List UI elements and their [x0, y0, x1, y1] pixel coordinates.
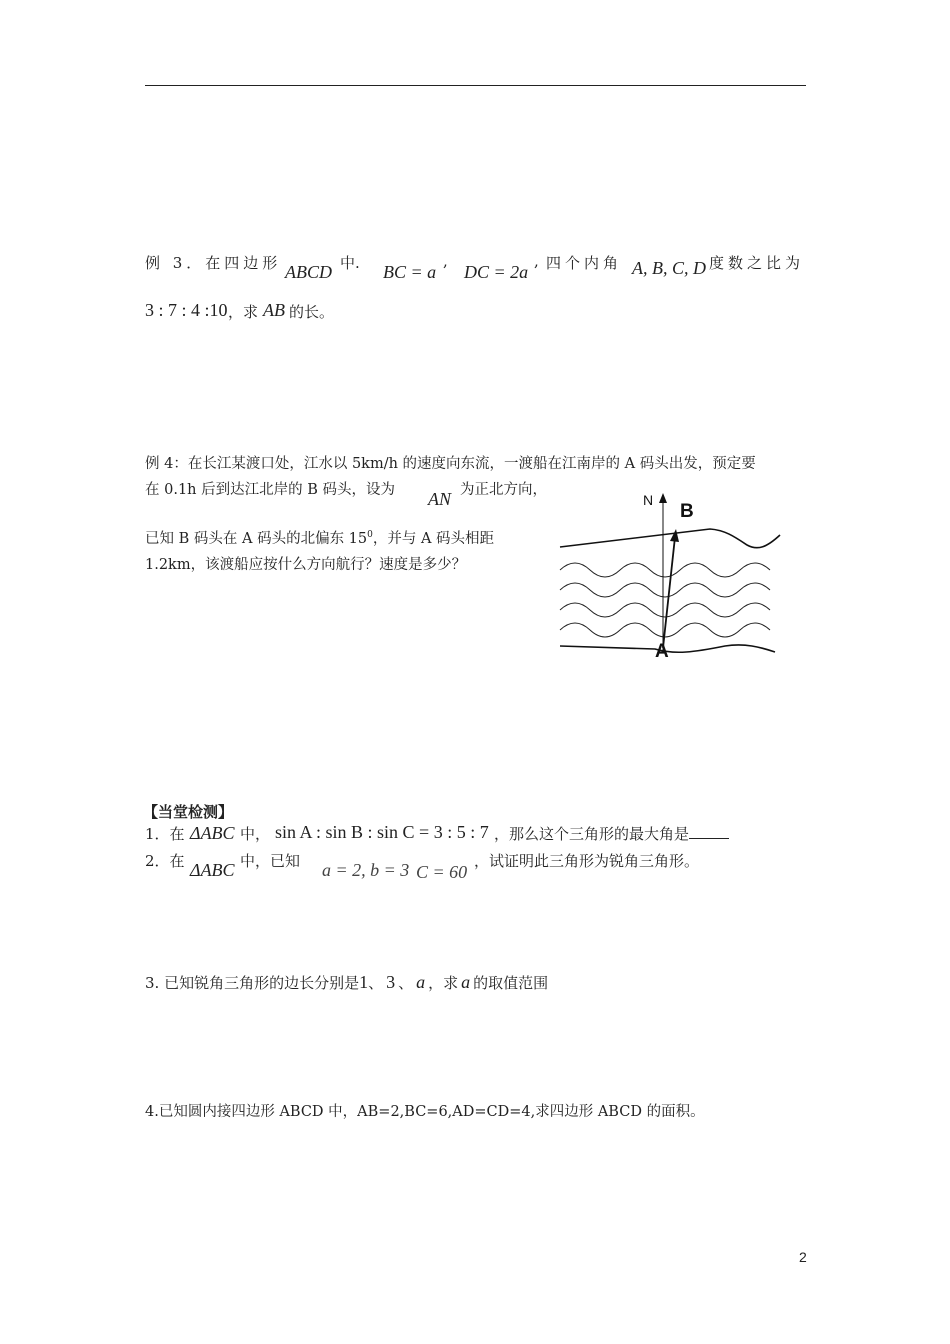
q2-given: a = 2, b = 3 — [322, 860, 410, 880]
ex4-line2b: 为正北方向， — [460, 482, 547, 498]
q1-rest-text: ，那么这个三角形的最大角是 — [494, 825, 690, 843]
ex4-line3 — [145, 527, 494, 548]
q2-num: 2．在 — [145, 852, 185, 870]
ex3-bc: BC = a — [383, 262, 437, 282]
q2-triangle: ΔABC — [190, 860, 235, 880]
ex3-angles: A, B, C, D — [632, 258, 706, 278]
q3-var: a — [461, 972, 471, 992]
ex3-comma1: , — [443, 252, 448, 270]
ex3-text4: ，求 — [228, 303, 259, 321]
degree-mark: 0 — [367, 530, 373, 541]
ex4-line1: 例 4：在长江某渡口处，江水以 5km/h 的速度向东流，一渡船在江南岸的 A 码头出发，预定要 — [145, 456, 756, 472]
q3-side1: 1 — [359, 972, 369, 992]
ex3-text2: 四个内角 — [546, 254, 623, 272]
q1-triangle: ΔABC — [190, 823, 235, 843]
north-bank — [560, 529, 780, 548]
point-b-label: B — [680, 501, 694, 522]
wave-1 — [560, 563, 770, 577]
ex3-ab: AB — [263, 300, 285, 320]
north-arrowhead — [659, 493, 667, 503]
ex3-text5: 的长。 — [289, 303, 335, 321]
q3-sep2: 、 — [398, 974, 414, 992]
ex3-zhong: 中. — [340, 254, 360, 272]
river-diagram — [555, 485, 795, 665]
wave-3 — [560, 603, 770, 617]
page-number: 2 — [799, 1249, 807, 1265]
ex3-dc: DC = 2a — [464, 262, 529, 282]
q1-rest — [494, 823, 729, 844]
ex4-line2a: 在 0.1h 后到达江北岸的 B 码头，设为 — [145, 482, 395, 498]
q2-zhong: 中，已知 — [240, 852, 301, 870]
ex3-ratio: 3 : 7 : 4 :10 — [145, 300, 228, 320]
wave-2 — [560, 583, 770, 597]
ex4-an: AN — [428, 489, 452, 509]
ex4-line3-text: 已知 B 码头在 A 码头的北偏东 15 — [145, 531, 368, 547]
q1-answer-blank — [689, 824, 729, 839]
check-heading: 【当堂检测】 — [143, 803, 234, 821]
q1-expr: sin A : sin B : sin C = 3 : 5 : 7 — [275, 822, 489, 842]
ex3-text3: 度数之比为 — [709, 254, 805, 272]
q3-text3: 的取值范围 — [473, 974, 549, 992]
q3-side2: 3 — [386, 972, 396, 992]
course-arrowhead — [670, 529, 679, 542]
q3-side3: a — [416, 972, 426, 992]
q2-rest: ，试证明此三角形为锐角三角形。 — [474, 852, 700, 870]
q2-angle: C = 60 — [416, 862, 468, 882]
q1-zhong: 中， — [240, 825, 271, 843]
q3-line — [145, 972, 548, 993]
ex3-quad: ABCD — [285, 262, 332, 282]
q3-text1: 3. 已知锐角三角形的边长分别是 — [145, 974, 360, 992]
ex3-comma2: , — [534, 252, 539, 270]
course-line — [663, 537, 675, 648]
header-rule — [145, 85, 806, 86]
q3-sep1: 、 — [368, 974, 384, 992]
ex4-line4: 1.2km，该渡船应按什么方向航行？速度是多少？ — [145, 557, 467, 573]
north-label: N — [643, 492, 654, 508]
q3-text2: ，求 — [428, 974, 459, 992]
q1-num: 1．在 — [145, 825, 185, 843]
ex4-line3b-text: ，并与 A 码头相距 — [372, 531, 495, 547]
q4-text: 4.已知圆内接四边形 ABCD 中，AB=2,BC=6,AD=CD=4,求四边形 ABCD 的面积。 — [145, 1104, 705, 1120]
point-a-label: A — [655, 641, 669, 662]
ex3-label: 例 3．在四边形 — [145, 254, 282, 272]
